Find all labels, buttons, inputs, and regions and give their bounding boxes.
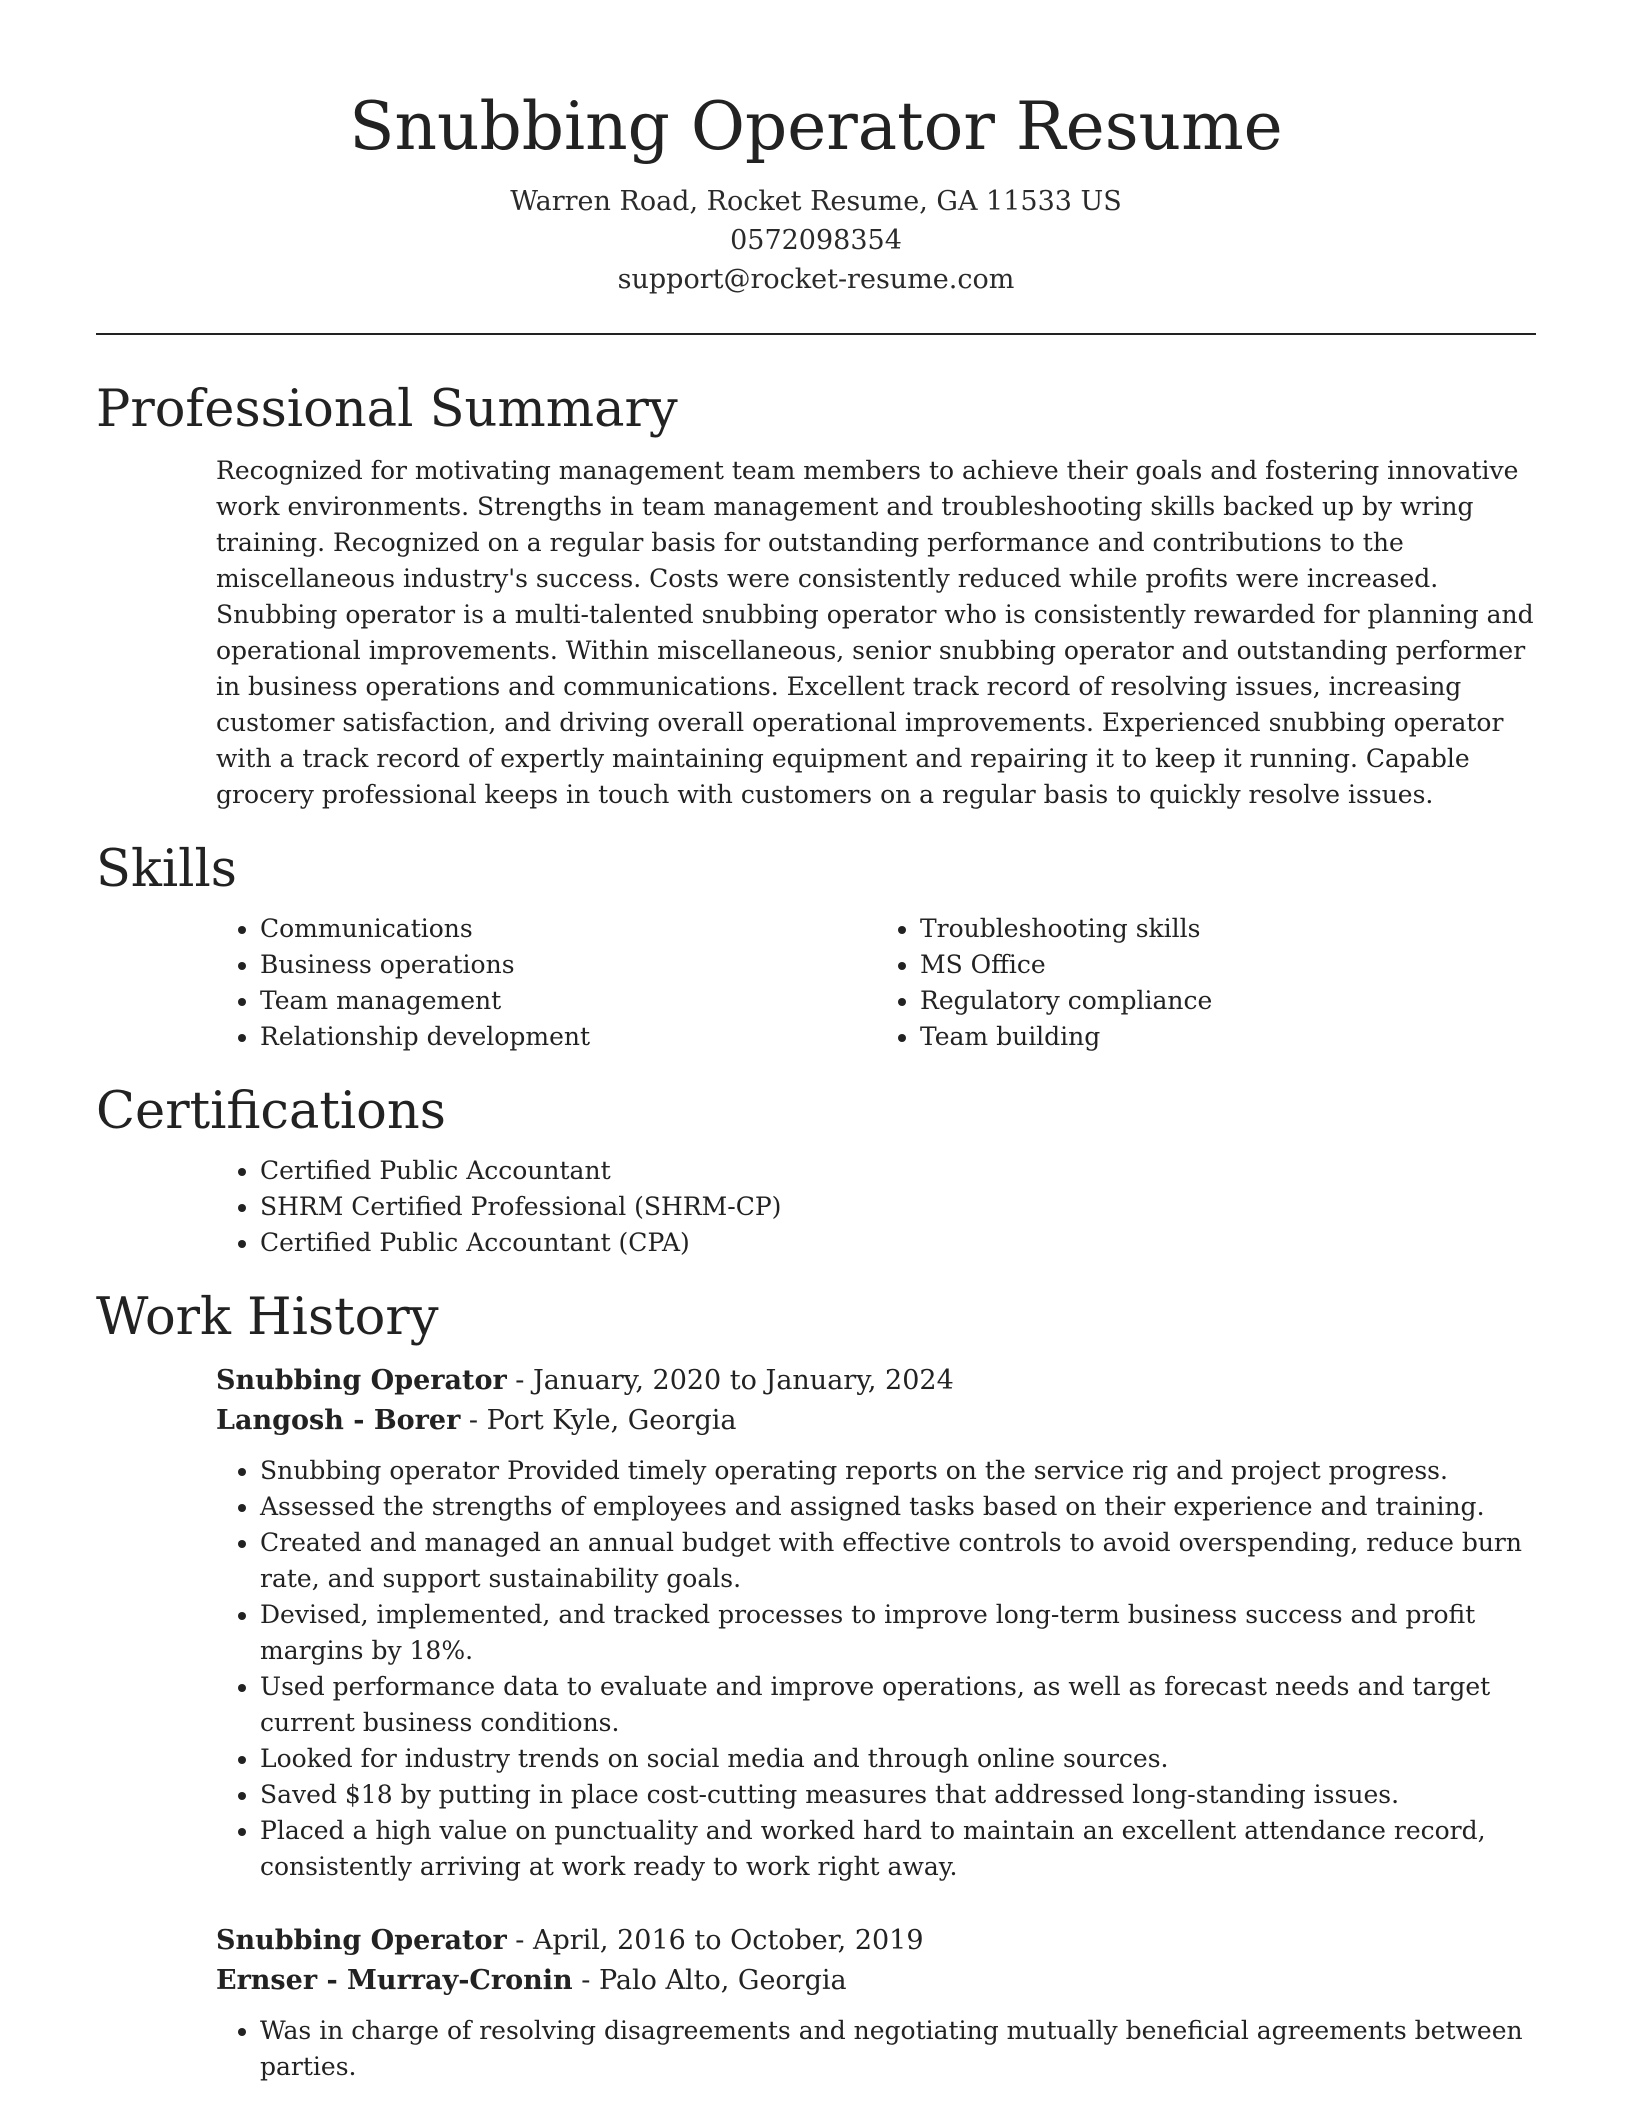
skill-item: • Troubleshooting skills [920, 911, 1536, 947]
resume-header [96, 0, 1536, 299]
job-location: - Port Kyle, Georgia [460, 1405, 737, 1436]
summary-text: Recognized for motivating management team members to achieve their goals and fostering innovative work environments. Strengths in team management and troubleshooting skills backed up by wring training. Recognized on a regular basis for outstanding performance and contributions to the miscellaneous industry's success. Costs were consistently reduced while profits were increased. Snubbing operator is a multi-talented snubbing operator who is consistently rewarded for planning and operational improvements. Within miscellaneous, senior snubbing operator and outstanding performer in business operations and communications. Excellent track record of resolving issues, increasing customer satisfaction, and driving overall operational improvements. Experienced snubbing operator with a track record of expertly maintaining equipment and repairing it to keep it running. Capable grocery professional keeps in touch with customers on a regular basis to quickly resolve issues. [216, 456, 1534, 809]
skill-item: • Communications [260, 911, 876, 947]
skills-section [96, 835, 1536, 1055]
job-bullet: • Assessed the strengths of employees and assigned tasks based on their experience and training. [260, 1489, 1536, 1525]
work-history-section [96, 1283, 1536, 2085]
certifications-heading: Certifications [96, 1082, 446, 1141]
skill-item: • Team building [920, 1019, 1536, 1055]
work-history-heading: Work History [96, 1288, 439, 1347]
skills-list-left [216, 911, 876, 1055]
job-bullet: • Saved $18 by putting in place cost-cutting measures that addressed long-standing issues. [260, 1777, 1536, 1813]
job-dates: - January, 2020 to January, 2024 [506, 1365, 954, 1396]
skill-item: • MS Office [920, 947, 1536, 983]
job-bullet: • Created and managed an annual budget with effective controls to avoid overspending, reduce burn rate, and support sustainability goals. [260, 1525, 1536, 1597]
summary-heading: Professional Summary [96, 380, 678, 439]
skill-item: • Team management [260, 983, 876, 1019]
certification-item: • SHRM Certified Professional (SHRM-CP) [260, 1189, 1536, 1225]
contact-phone: 0572098354 [730, 225, 902, 256]
skill-item: • Relationship development [260, 1019, 876, 1055]
contact-email: support@rocket-resume.com [617, 264, 1015, 295]
job-company-line [216, 1401, 1536, 1441]
job-bullets [216, 1453, 1536, 1885]
job-entry [216, 1921, 1536, 2085]
skill-item: • Business operations [260, 947, 876, 983]
job-dates: - April, 2016 to October, 2019 [506, 1925, 924, 1956]
job-entry [216, 1361, 1536, 1885]
skills-heading: Skills [96, 840, 237, 899]
job-title: Snubbing Operator [216, 1365, 507, 1396]
certifications-list [216, 1153, 1536, 1261]
job-bullet: • Placed a high value on punctuality and worked hard to maintain an excellent attendance record, consistently arriving at work ready to work right away. [260, 1813, 1536, 1885]
contact-block [96, 182, 1536, 299]
job-bullet: • Looked for industry trends on social media and through online sources. [260, 1741, 1536, 1777]
resume-title: Snubbing Operator Resume [349, 88, 1283, 165]
job-bullet: • Was in charge of resolving disagreements and negotiating mutually beneficial agreements between parties. [260, 2013, 1536, 2085]
certification-item: • Certified Public Accountant (CPA) [260, 1225, 1536, 1261]
job-bullet: • Devised, implemented, and tracked processes to improve long-term business success and profit margins by 18%. [260, 1597, 1536, 1669]
job-title-line [216, 1361, 1536, 1401]
summary-section [96, 375, 1536, 813]
job-bullet: • Snubbing operator Provided timely operating reports on the service rig and project progress. [260, 1453, 1536, 1489]
job-company: Ernser - Murray-Cronin [216, 1965, 573, 1996]
job-company: Langosh - Borer [216, 1405, 461, 1436]
skills-grid [216, 911, 1536, 1055]
skills-list-right [876, 911, 1536, 1055]
job-bullets [216, 2013, 1536, 2085]
skill-item: • Regulatory compliance [920, 983, 1536, 1019]
job-company-line [216, 1961, 1536, 2001]
job-title-line [216, 1921, 1536, 1961]
resume-page [96, 0, 1536, 2085]
contact-address: Warren Road, Rocket Resume, GA 11533 US [510, 186, 1122, 217]
job-bullet: • Used performance data to evaluate and improve operations, as well as forecast needs and target current business conditions. [260, 1669, 1536, 1741]
certifications-section [96, 1077, 1536, 1261]
job-title: Snubbing Operator [216, 1925, 507, 1956]
certification-item: • Certified Public Accountant [260, 1153, 1536, 1189]
job-location: - Palo Alto, Georgia [572, 1965, 847, 1996]
header-divider [96, 333, 1536, 335]
